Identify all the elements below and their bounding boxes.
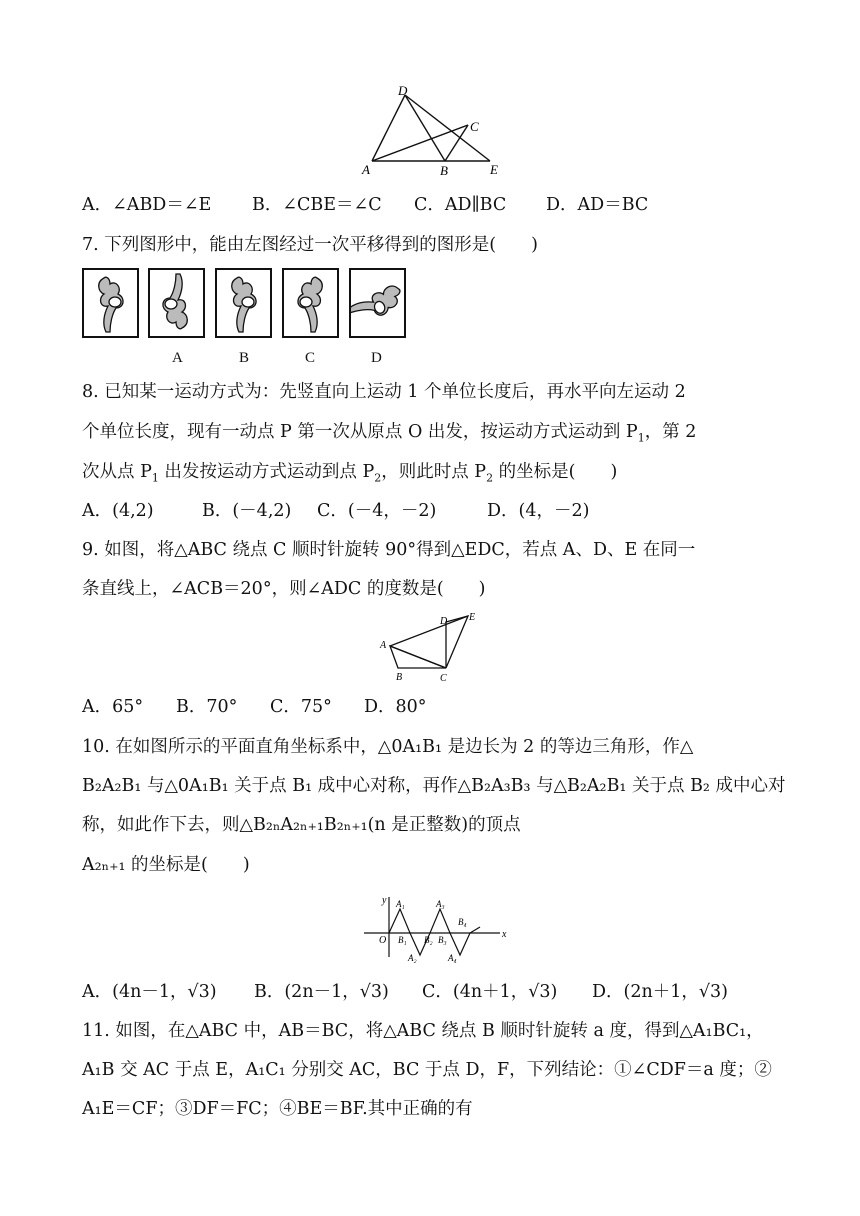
label-B3: B₃ (438, 935, 447, 945)
label-A: A (380, 640, 387, 651)
label-C: C (440, 673, 447, 684)
rotated-flower-icon (351, 270, 404, 336)
label-C: C (470, 119, 479, 134)
q7-label-c: C (305, 350, 316, 366)
q7-question: 7. 下列图形中，能由左图经过一次平移得到的图形是( ) (82, 235, 538, 255)
q11-line-3: A₁E＝CF；③DF＝FC；④BE＝BF.其中正确的有 (82, 1099, 473, 1119)
q8-line-2: 个单位长度，现有一动点 P 第一次从原点 O 出发，按运动方式运动到 $P_1$，第 2 (82, 422, 697, 445)
label-B2: B₂ (424, 935, 433, 945)
q10-line-3: 称，如此作下去，则△B₂ₙA₂ₙ₊₁B₂ₙ₊₁(n 是正整数)的顶点 (82, 815, 521, 835)
q10-coordinate-figure (362, 893, 512, 963)
q9-option-a[interactable]: A．65° (82, 697, 144, 717)
q10-option-d[interactable]: D．(2n＋1，√3) (592, 982, 729, 1002)
q11-line-2: A₁B 交 AC 于点 E，A₁C₁ 分别交 AC，BC 于点 D，F，下列结论：①∠CDF＝a 度；② (82, 1060, 772, 1080)
q10-option-b[interactable]: B．(2n－1，√3) (254, 982, 389, 1002)
label-O: O (379, 935, 387, 946)
q7-original-figure (82, 268, 139, 338)
q9-line-1: 9. 如图，将△ABC 绕点 C 顺时针旋转 90°得到△EDC，若点 A、D、E 在同一 (82, 540, 696, 560)
q11-line-1: 11. 如图，在△ABC 中，AB＝BC，将△ABC 绕点 B 顺时针旋转 a 度，得到△A₁BC₁， (82, 1021, 764, 1041)
label-B4: B₄ (458, 917, 467, 927)
label-x: x (502, 929, 507, 940)
flower-icon (217, 270, 270, 336)
q8-line-3: 次从点 $P_1$ 出发按运动方式运动到点 $P_2$，则此时点 $P_2$ 的坐标是( ) (82, 462, 618, 485)
q6-option-d[interactable]: D．AD＝BC (546, 195, 649, 215)
q6-options (82, 192, 648, 218)
label-B: B (396, 672, 403, 683)
q7-figures (82, 268, 407, 342)
label-D: D (398, 85, 408, 98)
label-A: A (362, 162, 370, 177)
q8-option-b[interactable]: B．(－4,2) (202, 501, 292, 521)
q7-label-d: D (371, 350, 382, 366)
q6-option-c[interactable]: C．AD∥BC (414, 195, 507, 215)
q7-option-a-figure[interactable] (148, 268, 205, 338)
q10-option-c[interactable]: C．(4n＋1，√3) (422, 982, 558, 1002)
q10-line-2: B₂A₂B₁ 与△0A₁B₁ 关于点 B₁ 成中心对称，再作△B₂A₃B₃ 与△B₂A₂B₁ 关于点 B₂ 成中心对 (82, 776, 786, 796)
q8-option-a[interactable]: A．(4,2) (82, 501, 154, 521)
q7-option-d-figure[interactable] (349, 268, 406, 338)
label-E: E (490, 162, 498, 177)
rotated-flower-icon (150, 270, 203, 336)
mirrored-flower-icon (284, 270, 337, 336)
q6-triangle-figure (360, 85, 510, 177)
q10-option-a[interactable]: A．(4n－1，√3) (82, 982, 217, 1002)
q6-option-b[interactable]: B．∠CBE＝∠C (252, 195, 382, 215)
q8-line-1: 8. 已知某一运动方式为：先竖直向上运动 1 个单位长度后，再水平向左运动 2 (82, 382, 686, 402)
q9-option-c[interactable]: C．75° (270, 697, 332, 717)
q8-options (82, 498, 589, 524)
q7-option-c-figure[interactable] (282, 268, 339, 338)
flower-icon (84, 270, 137, 336)
q8-option-d[interactable]: D．(4，－2) (487, 501, 590, 521)
label-B: B (440, 163, 448, 177)
q9-options (82, 694, 427, 720)
label-D: D (440, 616, 448, 627)
label-A1: A₁ (396, 899, 405, 909)
q9-option-b[interactable]: B．70° (176, 697, 238, 717)
q10-options (82, 979, 728, 1005)
q10-line-1: 10. 在如图所示的平面直角坐标系中，△0A₁B₁ 是边长为 2 的等边三角形，作△ (82, 737, 694, 757)
q9-line-2: 条直线上，∠ACB＝20°，则∠ADC 的度数是( ) (82, 579, 486, 599)
label-A4: A₄ (448, 953, 457, 963)
q9-rotation-figure (376, 610, 486, 686)
label-y: y (382, 895, 387, 906)
label-A3: A₃ (436, 899, 445, 909)
label-E: E (469, 612, 476, 623)
q10-line-4: A₂ₙ₊₁ 的坐标是( ) (82, 855, 250, 875)
q7-label-b: B (239, 350, 250, 366)
label-A2: A₂ (408, 953, 417, 963)
q7-label-a: A (172, 350, 183, 366)
q9-option-d[interactable]: D．80° (364, 697, 427, 717)
q7-option-b-figure[interactable] (215, 268, 272, 338)
q8-option-c[interactable]: C．(－4，－2) (317, 501, 437, 521)
label-B1: B₁ (398, 935, 407, 945)
q6-option-a[interactable]: A．∠ABD＝∠E (82, 195, 212, 215)
